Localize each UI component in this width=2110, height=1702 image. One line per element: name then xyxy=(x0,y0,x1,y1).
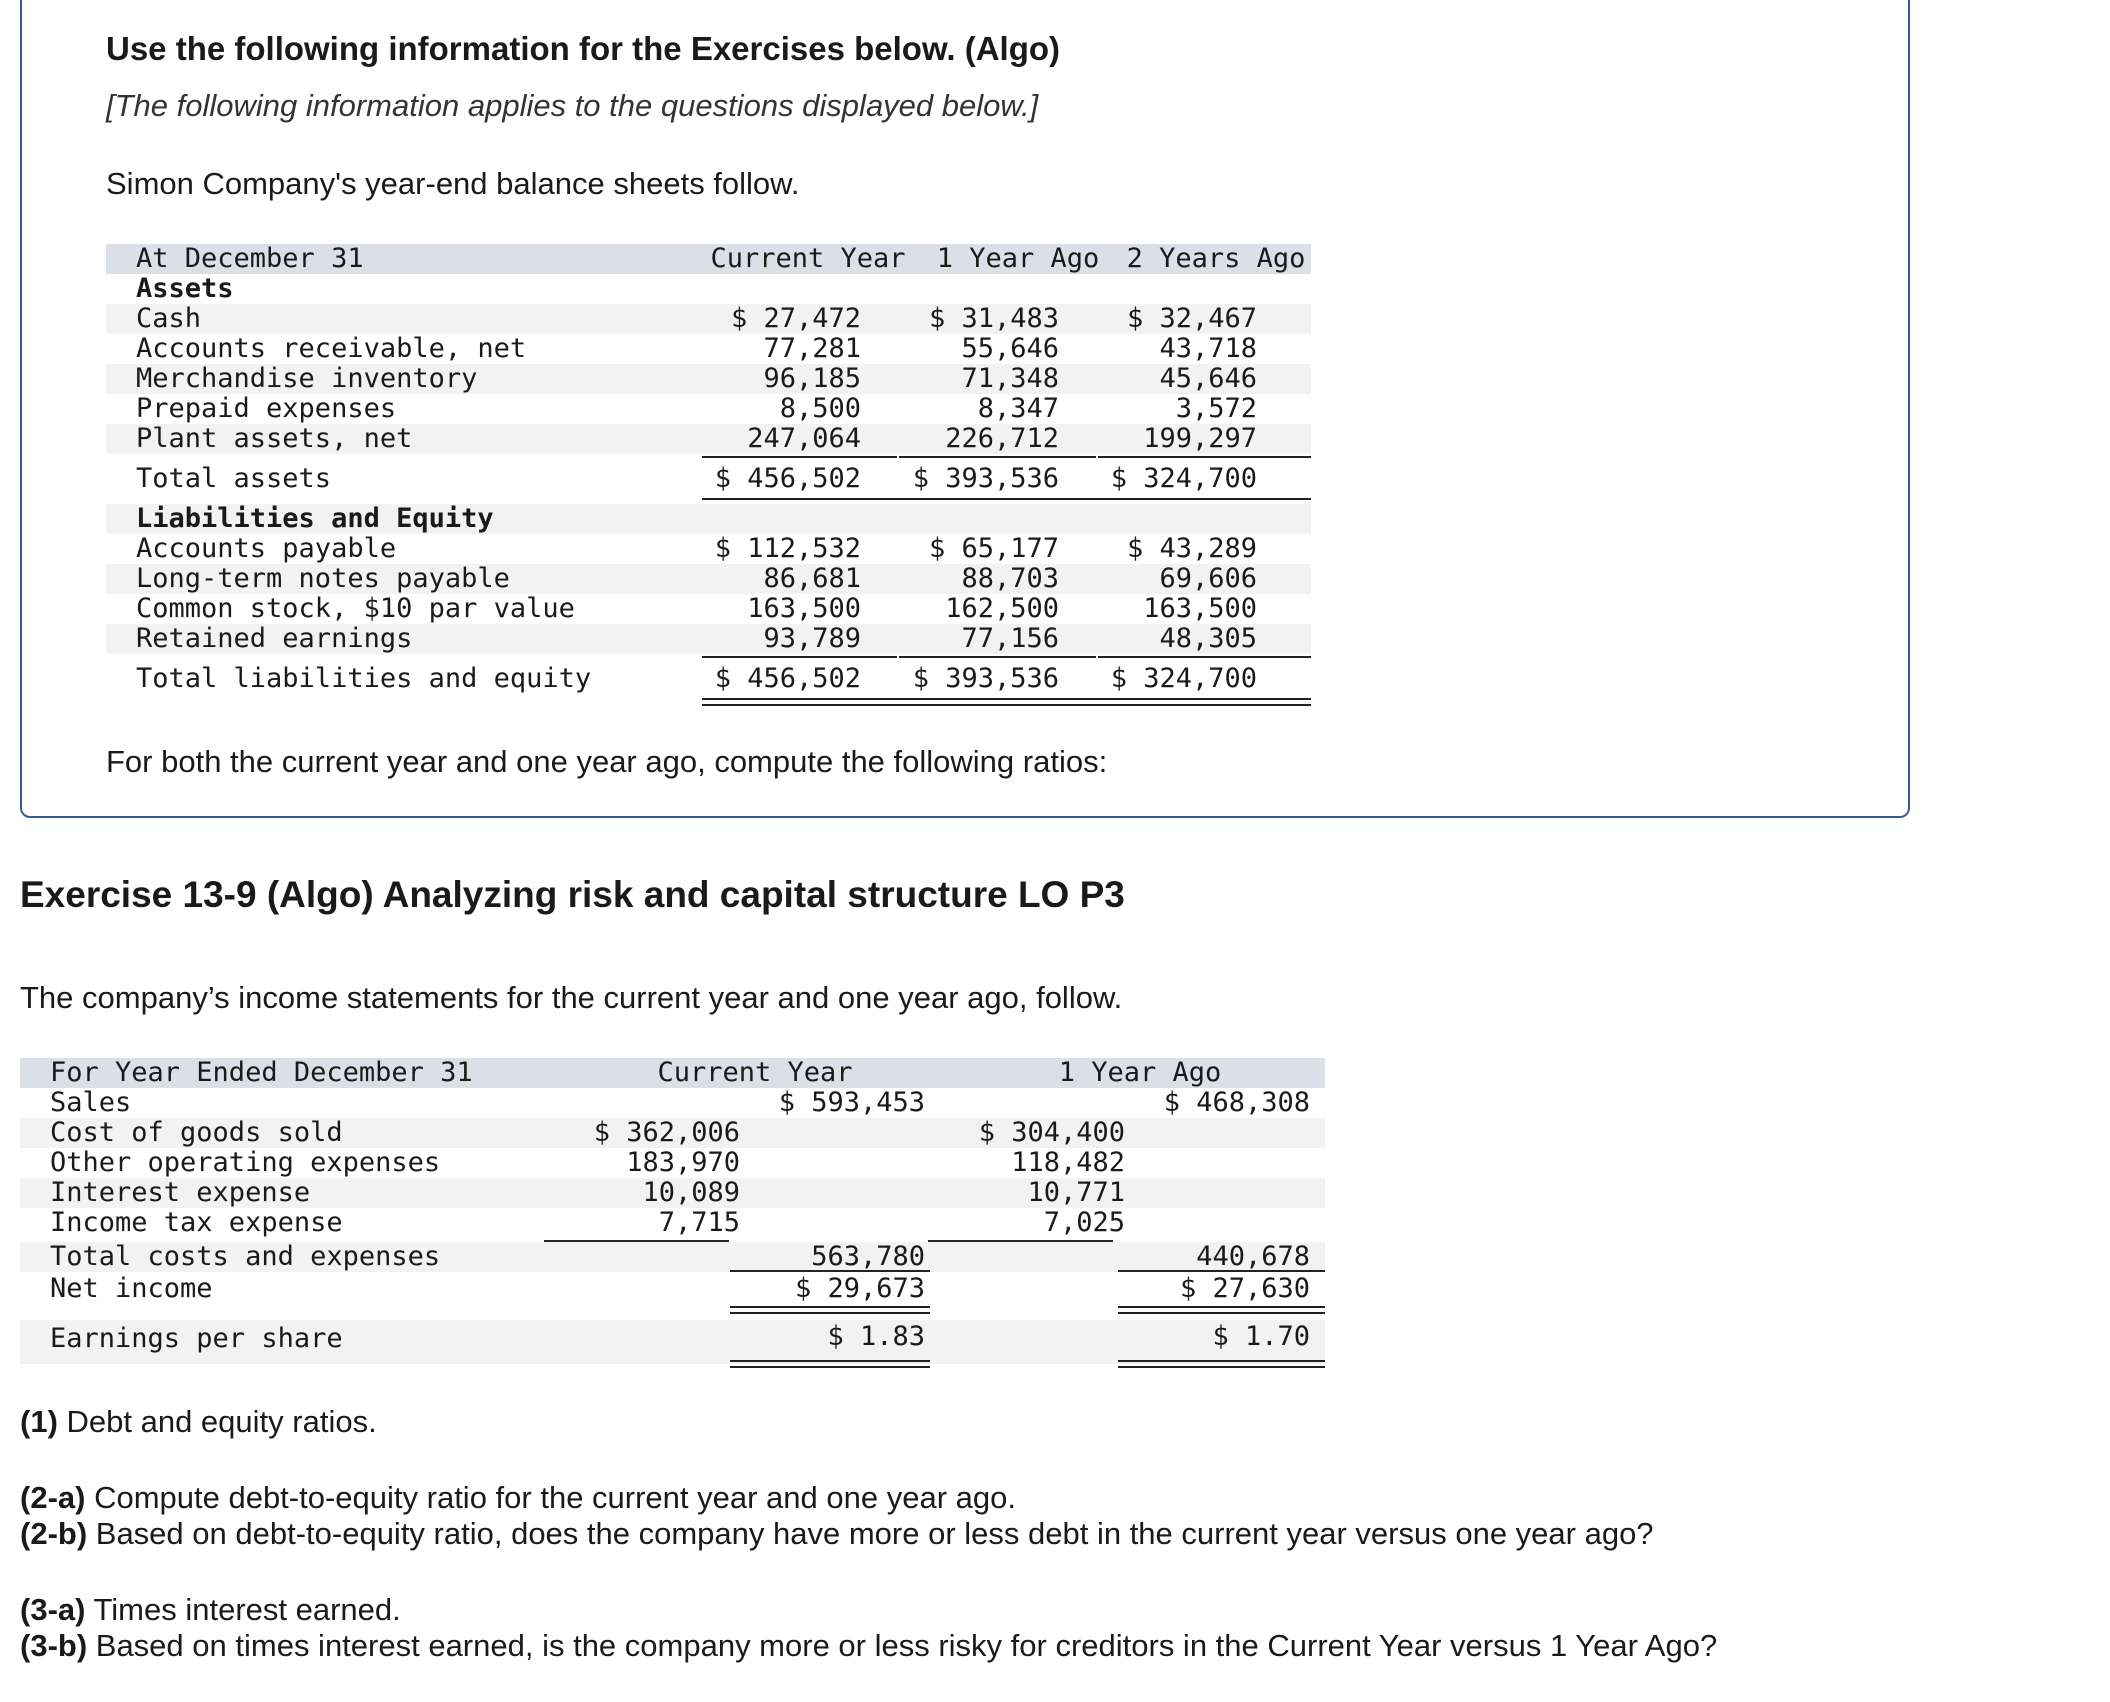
rule xyxy=(899,456,1096,458)
table-row xyxy=(20,1118,1325,1148)
double-rule xyxy=(730,1360,930,1368)
cell-1-year-ago: 226,712 xyxy=(945,423,1059,454)
total-costs-row xyxy=(20,1242,1325,1272)
cell-prior-total: $ 1.70 xyxy=(1212,1321,1310,1352)
eps-row xyxy=(20,1320,1325,1364)
double-rule xyxy=(1118,1306,1325,1314)
table-row xyxy=(106,364,1311,394)
cell-1-year-ago: $ 65,177 xyxy=(928,533,1059,564)
row-label: Plant assets, net xyxy=(136,423,413,454)
cell-2-years-ago: 48,305 xyxy=(1159,623,1257,654)
row-label: Total costs and expenses xyxy=(50,1241,441,1272)
row-label: Earnings per share xyxy=(50,1323,343,1354)
exercise-title: Exercise 13-9 (Algo) Analyzing risk and capital structure LO P3 xyxy=(20,874,1125,915)
assets-section-label: Assets xyxy=(136,273,234,304)
cell-1-year-ago: 55,646 xyxy=(961,333,1059,364)
cell-current: $ 112,532 xyxy=(714,533,861,564)
total-liabilities-row xyxy=(106,664,1311,694)
double-rule xyxy=(1118,1360,1325,1368)
cell-current: 96,185 xyxy=(763,363,861,394)
question-3a xyxy=(20,1592,401,1628)
double-rule xyxy=(702,698,1311,706)
cell-current-total: $ 1.83 xyxy=(827,1321,925,1352)
cell-2-years-ago: 199,297 xyxy=(1143,423,1257,454)
header-current-year: Current Year xyxy=(657,1057,853,1088)
table-row xyxy=(106,504,1311,534)
row-label: Merchandise inventory xyxy=(136,363,478,394)
cell-1-year-ago: 162,500 xyxy=(945,593,1059,624)
table-row xyxy=(20,1178,1325,1208)
cell-current: 77,281 xyxy=(763,333,861,364)
table-row xyxy=(106,594,1311,624)
cell-prior-total: $ 27,630 xyxy=(1179,1273,1310,1304)
cell-current: $ 456,502 xyxy=(714,663,861,694)
cell-2-years-ago: 3,572 xyxy=(1175,393,1257,424)
cell-2-years-ago: 69,606 xyxy=(1159,563,1257,594)
double-rule xyxy=(730,1306,930,1314)
header-1-year-ago: 1 Year Ago xyxy=(1058,1057,1222,1088)
rule xyxy=(702,656,897,658)
info-intro: Simon Company's year-end balance sheets follow. xyxy=(106,166,800,201)
rule xyxy=(1098,456,1311,458)
question-2b xyxy=(20,1516,1654,1552)
cell-1-year-ago: 88,703 xyxy=(961,563,1059,594)
row-label: Total liabilities and equity xyxy=(136,663,592,694)
table-header-row xyxy=(20,1058,1325,1088)
table-row xyxy=(106,534,1311,564)
cell-2-years-ago: $ 43,289 xyxy=(1126,533,1257,564)
question-text: Debt and equity ratios. xyxy=(57,1404,377,1439)
cell-prior-detail: 10,771 xyxy=(1027,1177,1125,1208)
cell-current: 86,681 xyxy=(763,563,861,594)
rule xyxy=(1098,656,1311,658)
cell-current-total: 563,780 xyxy=(811,1241,925,1272)
cell-prior-detail: 118,482 xyxy=(1011,1147,1125,1178)
row-label: Sales xyxy=(50,1087,132,1118)
cell-current-detail: 183,970 xyxy=(626,1147,740,1178)
total-assets-row xyxy=(106,464,1311,494)
cell-current: 8,500 xyxy=(779,393,861,424)
row-label: Accounts payable xyxy=(136,533,397,564)
row-label: Retained earnings xyxy=(136,623,413,654)
cell-1-year-ago: 77,156 xyxy=(961,623,1059,654)
cell-current-detail: 7,715 xyxy=(658,1207,740,1238)
liabilities-section-label: Liabilities and Equity xyxy=(136,503,494,534)
table-header-row xyxy=(106,244,1311,274)
info-subhead: [The following information applies to the questions displayed below.] xyxy=(106,88,1039,123)
cell-prior-total: $ 468,308 xyxy=(1163,1087,1310,1118)
cell-2-years-ago: 45,646 xyxy=(1159,363,1257,394)
row-label: Other operating expenses xyxy=(50,1147,441,1178)
question-text: Based on debt-to-equity ratio, does the company have more or less debt in the current year versus one year ago? xyxy=(87,1516,1654,1551)
row-label: Long-term notes payable xyxy=(136,563,510,594)
question-1 xyxy=(20,1404,377,1440)
row-label: Cash xyxy=(136,303,202,334)
header-label: At December 31 xyxy=(136,243,364,274)
header-2-years-ago: 2 Years Ago xyxy=(1126,243,1306,274)
table-row xyxy=(106,564,1311,594)
row-label: Total assets xyxy=(136,463,332,494)
cell-2-years-ago: 43,718 xyxy=(1159,333,1257,364)
cell-current-detail: $ 362,006 xyxy=(593,1117,740,1148)
sales-row xyxy=(20,1088,1325,1118)
header-current-year: Current Year xyxy=(710,243,906,274)
cell-current-total: $ 29,673 xyxy=(794,1273,925,1304)
rule xyxy=(1118,1270,1325,1272)
cell-2-years-ago: $ 324,700 xyxy=(1110,463,1257,494)
cell-2-years-ago: $ 324,700 xyxy=(1110,663,1257,694)
table-row xyxy=(106,274,1311,304)
info-heading: Use the following information for the Exercises below. (Algo) xyxy=(106,30,1061,67)
header-label: For Year Ended December 31 xyxy=(50,1057,473,1088)
row-label: Prepaid expenses xyxy=(136,393,397,424)
cell-1-year-ago: $ 393,536 xyxy=(912,663,1059,694)
table-row xyxy=(20,1208,1325,1238)
question-tag: (2-b) xyxy=(20,1516,88,1551)
table-row xyxy=(106,334,1311,364)
table-row xyxy=(106,304,1311,334)
cell-current: $ 27,472 xyxy=(730,303,861,334)
question-3b xyxy=(20,1628,1717,1664)
cell-prior-detail: 7,025 xyxy=(1043,1207,1125,1238)
row-label: Interest expense xyxy=(50,1177,311,1208)
cell-1-year-ago: $ 31,483 xyxy=(928,303,1059,334)
net-income-row xyxy=(20,1274,1325,1304)
rule xyxy=(899,656,1096,658)
question-text: Based on times interest earned, is the company more or less risky for creditors in the Current Year versus 1 Year Ago? xyxy=(87,1628,1718,1663)
question-tag: (3-a) xyxy=(20,1592,86,1627)
question-tag: (2-a) xyxy=(20,1480,86,1515)
cell-1-year-ago: 8,347 xyxy=(977,393,1059,424)
cell-1-year-ago: $ 393,536 xyxy=(912,463,1059,494)
cell-prior-detail: $ 304,400 xyxy=(978,1117,1125,1148)
cell-current: 247,064 xyxy=(747,423,861,454)
question-tag: (3-b) xyxy=(20,1628,88,1663)
cell-prior-total: 440,678 xyxy=(1196,1241,1310,1272)
table-row xyxy=(20,1148,1325,1178)
row-label: Income tax expense xyxy=(50,1207,343,1238)
exercise-intro: The company’s income statements for the current year and one year ago, follow. xyxy=(20,980,1123,1015)
cell-current: 93,789 xyxy=(763,623,861,654)
cell-current-detail: 10,089 xyxy=(642,1177,740,1208)
rule xyxy=(730,1270,930,1272)
question-text: Compute debt-to-equity ratio for the current year and one year ago. xyxy=(85,1480,1016,1515)
table-row xyxy=(106,624,1311,654)
row-label: Accounts receivable, net xyxy=(136,333,527,364)
header-1-year-ago: 1 Year Ago xyxy=(936,243,1100,274)
rule xyxy=(702,456,897,458)
cell-2-years-ago: 163,500 xyxy=(1143,593,1257,624)
table-row xyxy=(106,394,1311,424)
row-label: Net income xyxy=(50,1273,213,1304)
ratio-prompt: For both the current year and one year ago, compute the following ratios: xyxy=(106,744,1108,779)
question-tag: (1) xyxy=(20,1404,58,1439)
row-label: Cost of goods sold xyxy=(50,1117,343,1148)
cell-current: $ 456,502 xyxy=(714,463,861,494)
question-text: Times interest earned. xyxy=(85,1592,401,1627)
table-row xyxy=(106,424,1311,454)
cell-1-year-ago: 71,348 xyxy=(961,363,1059,394)
cell-current: 163,500 xyxy=(747,593,861,624)
cell-current-total: $ 593,453 xyxy=(778,1087,925,1118)
row-label: Common stock, $10 par value xyxy=(136,593,575,624)
question-2a xyxy=(20,1480,1016,1516)
cell-2-years-ago: $ 32,467 xyxy=(1126,303,1257,334)
